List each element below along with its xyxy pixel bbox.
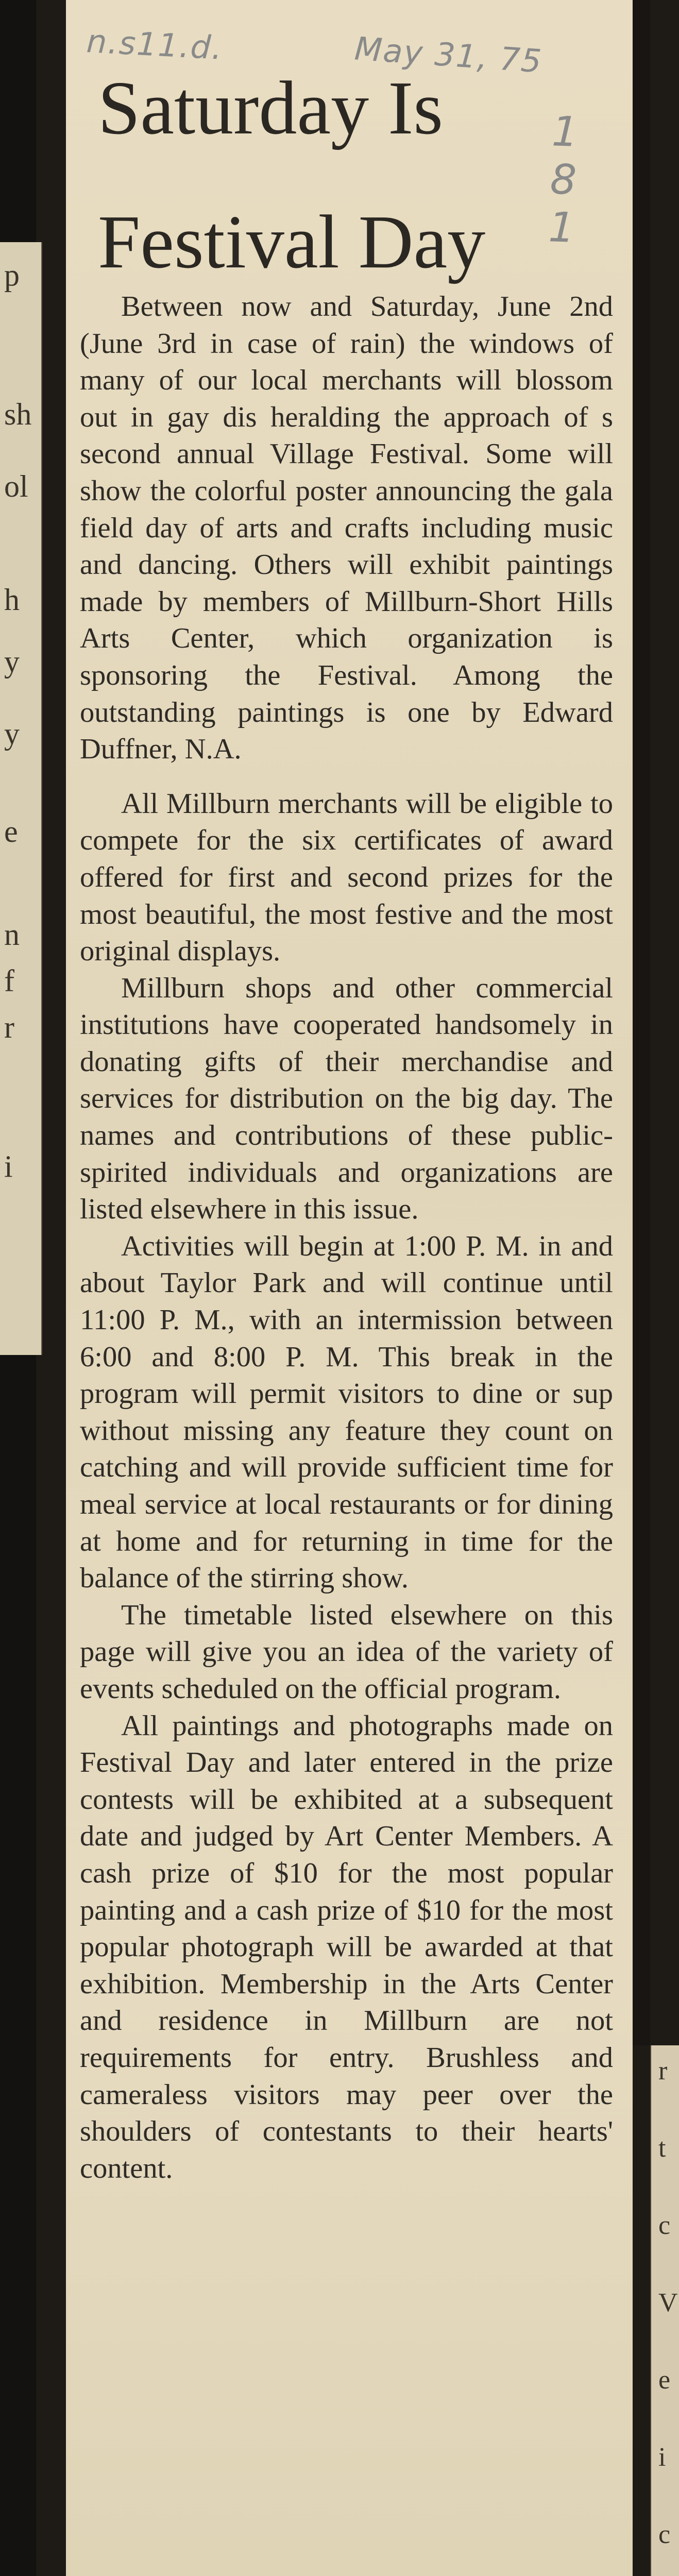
adjacent-clipping-fragment-left: [0, 242, 42, 1355]
left-fragment-letter: p: [4, 258, 20, 292]
article-body: [80, 289, 613, 2187]
handwritten-number: 1 8 1: [548, 107, 580, 252]
right-fragment-letter: c: [658, 2520, 671, 2549]
left-fragment-letter: f: [4, 964, 14, 998]
adjacent-clipping-fragment-right: [650, 2045, 679, 2576]
left-fragment-letters: [0, 242, 41, 1355]
left-fragment-letter: ol: [4, 469, 28, 503]
article-paragraph-4: Activities will begin at 1:00 P. M. in and about Taylor Park and will continue until 11:00 P. M., with an intermission between 6:00 and 8:00 P. M. This break in the program will permit visitors to dine or sup without missing any feature they count on catching and will provide sufficient time for meal service at local restaurants or for dining at home and for returning in time for the balance of the stirring show.: [80, 1230, 613, 1595]
right-fragment-letter: V: [658, 2288, 678, 2317]
left-fragment-letter: h: [4, 583, 20, 617]
article-paragraph-5: The timetable listed elsewhere on this page will give you an idea of the variety of events scheduled on the official program.: [80, 1599, 613, 1705]
right-fragment-letter: e: [658, 2365, 671, 2395]
left-fragment-letter: y: [4, 645, 20, 679]
article-paragraph-2: All Millburn merchants will be eligible to compete for the six certificates of award offered for first and second prizes for the most beautiful, the most festive and the most original displays.: [80, 787, 613, 968]
article-paragraph-3: Millburn shops and other commercial institutions have cooperated handsomely in donating gifts of their merchandise and services for distribution on the big day. The names and contributions of these public-spirited individuals and organizations are listed elsewhere in this issue.: [80, 972, 613, 1226]
handwritten-date: May 31, 75: [353, 29, 544, 80]
scan-background-right: [633, 0, 650, 2045]
left-fragment-letter: i: [4, 1149, 13, 1183]
right-fragment-letter: i: [658, 2443, 666, 2472]
left-fragment-letter: y: [4, 717, 20, 751]
left-fragment-letter: n: [4, 918, 20, 952]
article-paragraph-6: All paintings and photographs made on Festival Day and later entered in the prize contests will be exhibited at a subsequent date and judged by Art Center Members. A cash prize of $10 for the most popular painting and a cash prize of $10 for the most popular photograph will be awarded at that exhibition. Membership in the Arts Center and residence in Millburn are not requirements for entry. Brushless and cameraless visitors may peer over the shoulders of contestants to their hearts' content.: [80, 1709, 613, 2184]
left-fragment-letter: e: [4, 815, 18, 849]
right-fragment-letter: c: [658, 2211, 671, 2240]
handwritten-line-1: n.s11.d.: [86, 22, 224, 67]
left-fragment-letter: r: [4, 1010, 14, 1044]
article-headline: Saturday Is Festival Day: [98, 66, 486, 284]
article-paragraph-1: Between now and Saturday, June 2nd (June 3rd in case of rain) the windows of many of our local merchants will blossom out in gay dis heralding the approach of s second annual Village Festival. Some will show the colorful poster announcing the gala field day of arts and crafts including music and dancing. Others will exhibit paintings made by members of Millburn-Short Hills Arts Center, which organization is sponsoring the Festival. Among the outstanding paintings is one by Edward Duffner, N.A.: [80, 291, 613, 766]
right-fragment-letter: t: [658, 2133, 666, 2163]
right-fragment-letter: r: [658, 2056, 668, 2086]
left-fragment-letter: sh: [4, 397, 32, 431]
